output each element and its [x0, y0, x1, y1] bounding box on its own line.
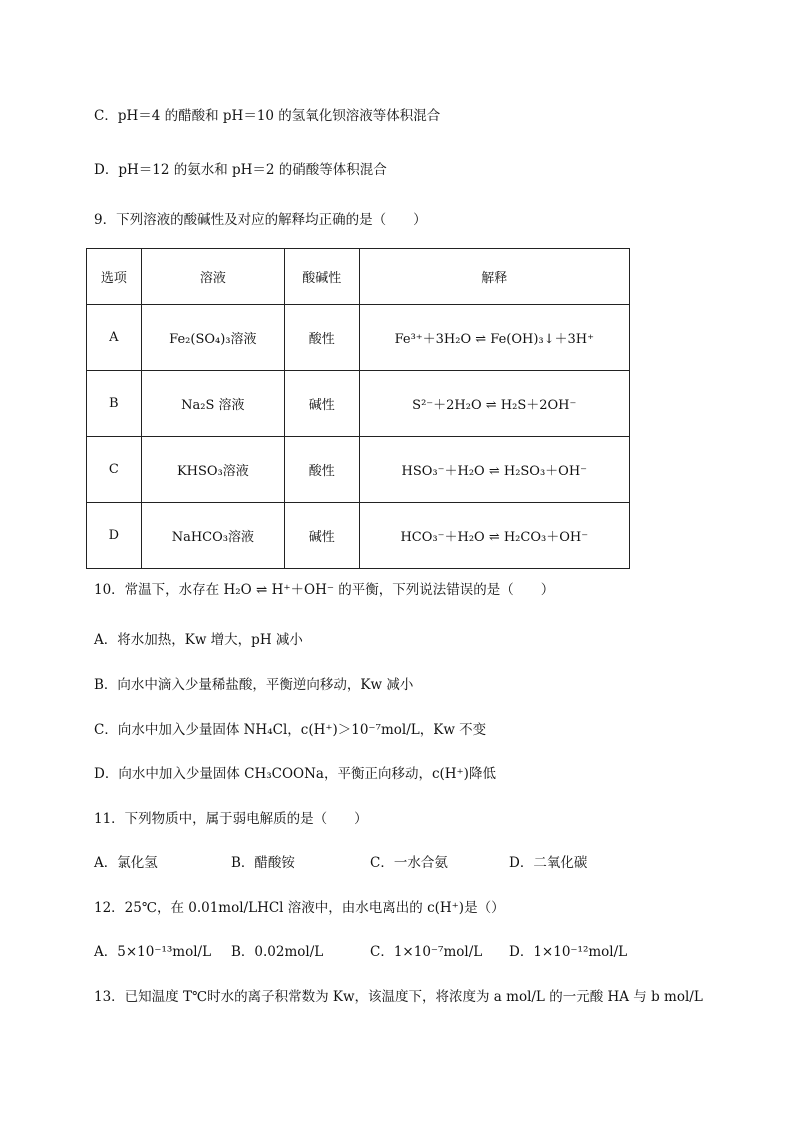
q11-option-a: A．氯化氢 — [94, 855, 158, 871]
table-cell: Fe₂(SO₄)₃溶液 — [141, 305, 284, 371]
q11-option-c: C．一水合氨 — [370, 855, 448, 871]
q12-options — [94, 943, 627, 961]
q12-option-d: D．1×10⁻¹²mol/L — [509, 944, 628, 960]
q13-stem: 13．已知温度 T℃时水的离子积常数为 Kw，该温度下，将浓度为 a mol/L 的一元酸 HA 与 b mol/L — [94, 989, 703, 1005]
q11-option-d: D．二氧化碳 — [509, 855, 588, 871]
q12-option-a: A．5×10⁻¹³mol/L — [94, 944, 212, 960]
table-cell: HSO₃⁻＋H₂O ⇌ H₂SO₃＋OH⁻ — [359, 437, 629, 503]
table-cell: HCO₃⁻＋H₂O ⇌ H₂CO₃＋OH⁻ — [359, 503, 629, 569]
table-cell: S²⁻＋2H₂O ⇌ H₂S＋2OH⁻ — [359, 371, 629, 437]
q11-stem: 11．下列物质中，属于弱电解质的是（ ） — [94, 811, 368, 827]
q12-stem: 12．25℃，在 0.01mol/LHCl 溶液中，由水电离出的 c(H⁺)是（） — [94, 900, 505, 916]
table-header-row — [87, 249, 630, 305]
q8-option-c: C．pH＝4 的醋酸和 pH＝10 的氢氧化钡溶液等体积混合 — [94, 108, 441, 124]
table-cell: A — [87, 305, 142, 371]
q11-options — [94, 854, 587, 872]
table-header: 解释 — [359, 249, 629, 305]
table-header: 选项 — [87, 249, 142, 305]
table-header: 溶液 — [141, 249, 284, 305]
table-cell: Na₂S 溶液 — [141, 371, 284, 437]
q10-option-a: A．将水加热，Kw 增大，pH 减小 — [94, 632, 303, 648]
table-cell: Fe³⁺＋3H₂O ⇌ Fe(OH)₃↓＋3H⁺ — [359, 305, 629, 371]
q10-stem: 10．常温下，水存在 H₂O ⇌ H⁺＋OH⁻ 的平衡，下列说法错误的是（ ） — [94, 582, 555, 598]
q9-table — [86, 248, 630, 569]
table-row — [87, 371, 630, 437]
table-cell: KHSO₃溶液 — [141, 437, 284, 503]
table-cell: 酸性 — [285, 437, 360, 503]
table-cell: 酸性 — [285, 305, 360, 371]
table-cell: C — [87, 437, 142, 503]
q12-option-c: C．1×10⁻⁷mol/L — [370, 944, 483, 960]
table-row — [87, 305, 630, 371]
q9-stem: 9．下列溶液的酸碱性及对应的解释均正确的是（ ） — [94, 212, 427, 228]
table-row — [87, 503, 630, 569]
q12-option-b: B．0.02mol/L — [231, 944, 324, 960]
table-cell: B — [87, 371, 142, 437]
table-cell: NaHCO₃溶液 — [141, 503, 284, 569]
q11-option-b: B．醋酸铵 — [231, 855, 295, 871]
table-row — [87, 437, 630, 503]
q8-option-d: D．pH＝12 的氨水和 pH＝2 的硝酸等体积混合 — [94, 162, 387, 178]
table-cell: 碱性 — [285, 503, 360, 569]
table-header: 酸碱性 — [285, 249, 360, 305]
table-cell: 碱性 — [285, 371, 360, 437]
q10-option-b: B．向水中滴入少量稀盐酸，平衡逆向移动，Kw 减小 — [94, 677, 414, 693]
q10-option-d: D．向水中加入少量固体 CH₃COONa，平衡正向移动，c(H⁺)降低 — [94, 766, 496, 782]
q10-option-c: C．向水中加入少量固体 NH₄Cl，c(H⁺)＞10⁻⁷mol/L，Kw 不变 — [94, 722, 487, 738]
table-cell: D — [87, 503, 142, 569]
